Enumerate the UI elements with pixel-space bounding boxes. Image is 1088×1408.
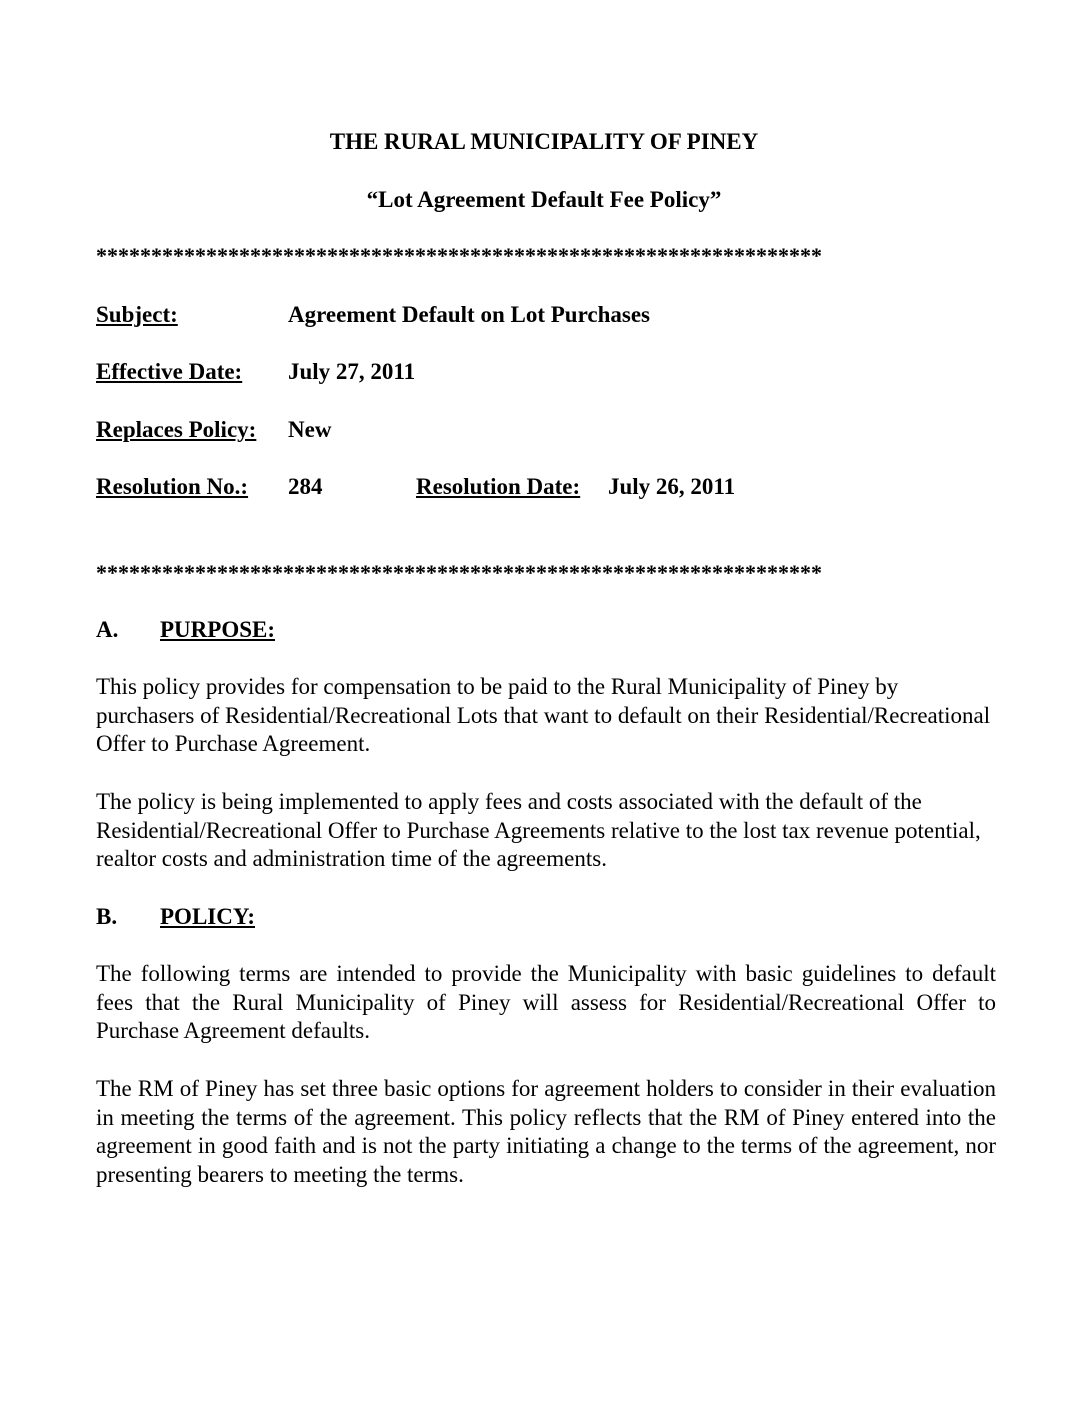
replaces-policy-value: New bbox=[288, 417, 332, 442]
purpose-paragraph-1: This policy provides for compensation to be paid to the Rural Municipality of Piney by purchasers of Residential/Recreational Lots that want to default on their Residential/Recreational Offer to Purchase Agreement. bbox=[96, 674, 991, 757]
policy-paragraph-1: The following terms are intended to provide the Municipality with basic guidelines to default fees that the Rural Municipality of Piney will assess for Residential/Recreational Offer to Purchase Agreement defaults. bbox=[96, 961, 996, 1044]
resolution-date-value: July 26, 2011 bbox=[608, 474, 736, 499]
purpose-paragraph-2: The policy is being implemented to apply fees and costs associated with the default of the Residential/Recreational Offer to Purchase Agreements relative to the lost tax revenue potential, realtor costs and administration time of the agreements. bbox=[96, 789, 981, 872]
policy-paragraph-2: The RM of Piney has set three basic options for agreement holders to consider in their evaluation in meeting the terms of the agreement. This policy reflects that the RM of Piney entered into the agreement in good faith and is not the party initiating a change to the terms of the agreement, nor presenting bearers to meeting the terms. bbox=[96, 1076, 996, 1188]
subject-value: Agreement Default on Lot Purchases bbox=[288, 302, 650, 327]
replaces-policy-label: Replaces Policy: bbox=[96, 417, 257, 442]
resolution-no-label: Resolution No.: bbox=[96, 474, 249, 499]
section-a-letter: A. bbox=[96, 617, 119, 642]
section-b-title: POLICY: bbox=[160, 904, 255, 929]
section-b-letter: B. bbox=[96, 904, 118, 929]
effective-date-label: Effective Date: bbox=[96, 359, 243, 384]
separator-bottom: ****************************************************************** bbox=[96, 560, 822, 585]
resolution-date-label: Resolution Date: bbox=[416, 474, 581, 499]
subject-label: Subject: bbox=[96, 302, 178, 327]
effective-date-value: July 27, 2011 bbox=[288, 359, 416, 384]
section-a-title: PURPOSE: bbox=[160, 617, 275, 642]
resolution-no-value: 284 bbox=[288, 474, 323, 499]
separator-top: ****************************************************************** bbox=[96, 243, 822, 268]
document-subtitle: “Lot Agreement Default Fee Policy” bbox=[366, 187, 722, 212]
document-title: THE RURAL MUNICIPALITY OF PINEY bbox=[329, 129, 759, 154]
